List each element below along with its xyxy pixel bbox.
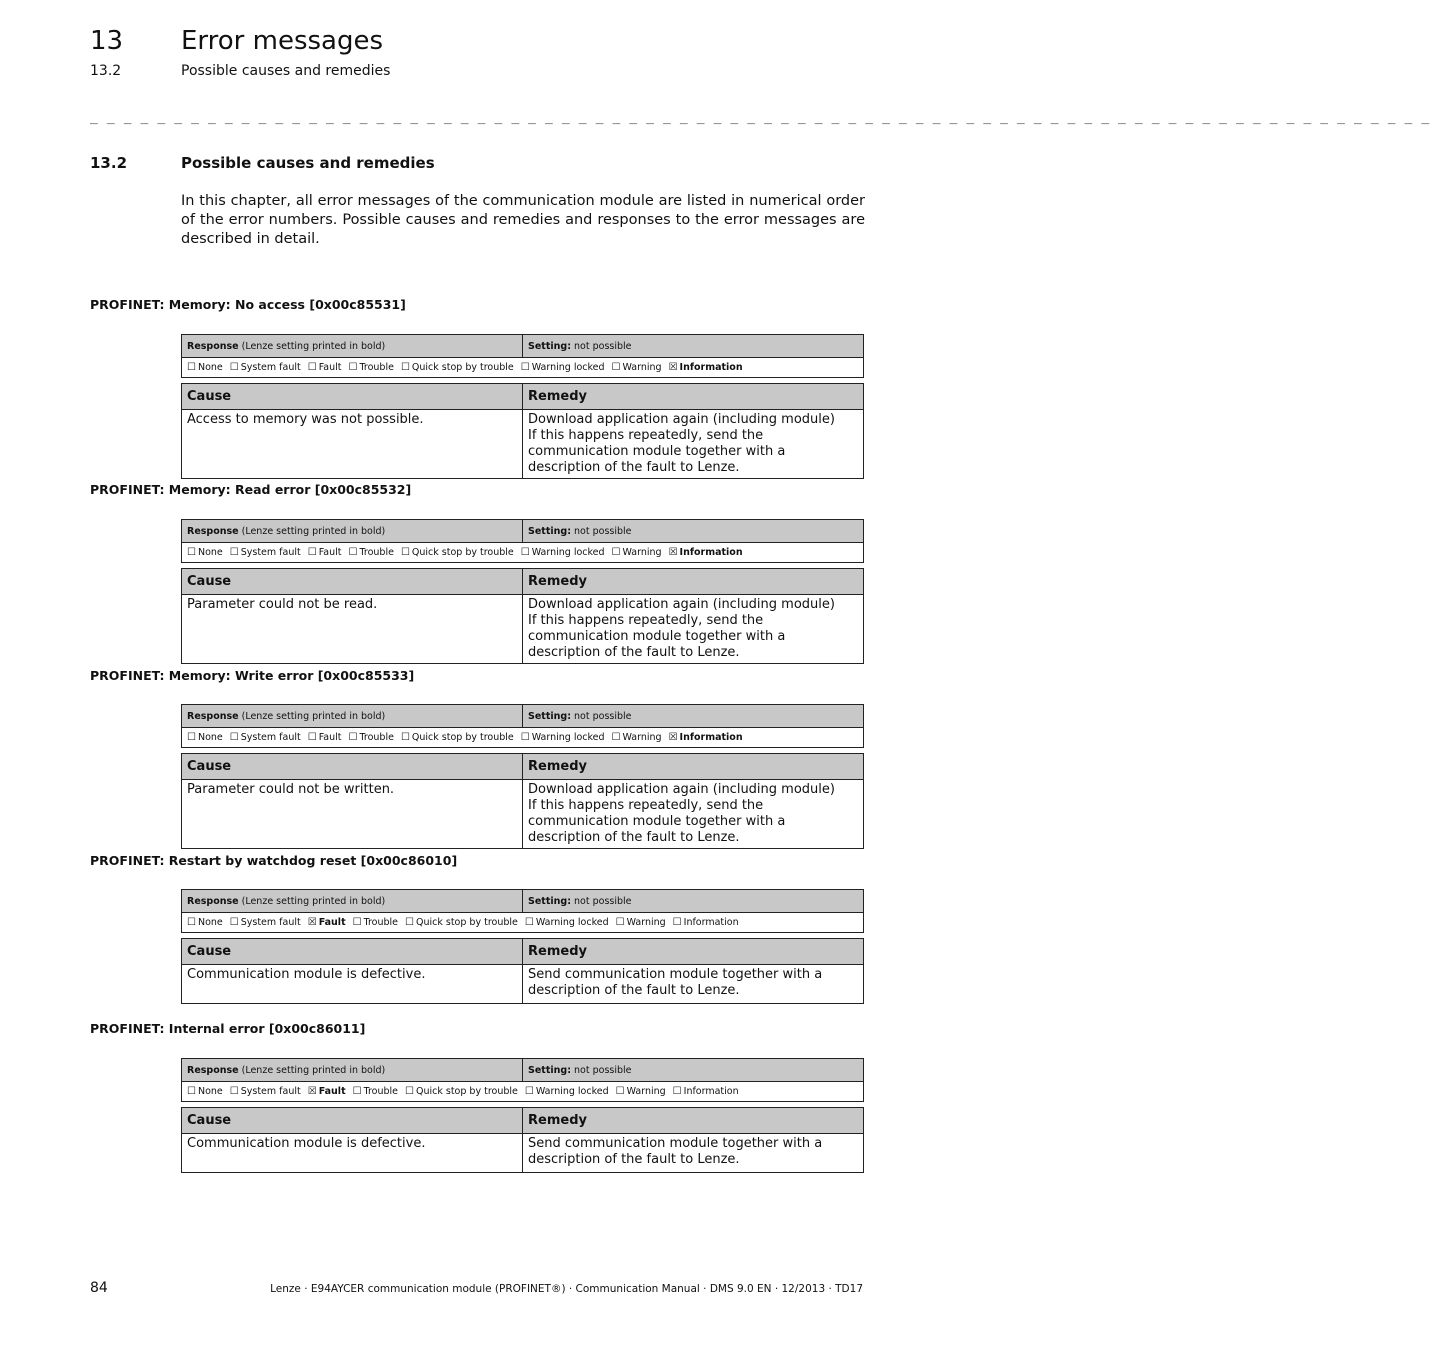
error-block [181,704,864,849]
checkbox-icon: ☐ [352,1086,362,1097]
remedy-header: Remedy [523,384,864,410]
response-option: ☐ System fault [229,1086,301,1097]
remedy-line-1: Send communication module together with a description of the fault to Lenze. [528,1136,823,1167]
response-option: ☐ None [187,732,223,743]
response-option: ☐ Warning [611,547,662,558]
response-option: ☐ System fault [229,917,301,928]
checked-box-icon: ☒ [668,547,678,558]
response-option: ☐ Warning [615,917,666,928]
footer-doc-info: Lenze · E94AYCER communication module (PROFINET®) · Communication Manual · DMS 9.0 EN · 12/2013 · TD17 [270,1283,863,1295]
section-intro: In this chapter, all error messages of the communication module are listed in numerical order of the error numbers. Possible causes and remedies and responses to the error messages are described in detail. [181,193,865,247]
response-option: ☐ Trouble [348,547,394,558]
header-section-title: Possible causes and remedies [181,63,391,79]
checkbox-icon: ☐ [187,1086,196,1097]
response-option: ☐ Fault [307,732,342,743]
checkbox-icon: ☐ [611,547,621,558]
checked-box-icon: ☒ [668,732,678,743]
response-option: ☒ Fault [307,917,346,928]
response-option: ☒ Fault [307,1086,346,1097]
chapter-title: Error messages [181,26,384,56]
remedy-header: Remedy [523,1108,864,1134]
response-option: ☐ Quick stop by trouble [405,917,518,928]
remedy-text [523,1134,864,1173]
response-option: ☐ System fault [229,547,301,558]
response-header: Response (Lenze setting printed in bold) [182,335,523,358]
checked-box-icon: ☒ [307,1086,317,1097]
remedy-header: Remedy [523,754,864,780]
response-option: ☐ Warning locked [524,1086,609,1097]
cause-header: Cause [182,754,523,780]
cause-remedy-table [181,753,864,849]
response-option: ☐ Warning locked [524,917,609,928]
checkbox-icon: ☐ [400,362,410,373]
error-block [181,334,864,479]
section-title: Possible causes and remedies [181,154,435,172]
remedy-line-2: If this happens repeatedly, send the communication module together with a description of the fault to Lenze. [528,428,786,475]
response-table [181,704,864,748]
remedy-text [523,410,864,479]
checkbox-icon: ☐ [672,1086,682,1097]
checkbox-icon: ☐ [615,1086,625,1097]
response-option: ☐ Trouble [352,917,399,928]
cause-remedy-table [181,938,864,1004]
cause-remedy-table [181,568,864,664]
checkbox-icon: ☐ [352,917,362,928]
error-block [181,1058,864,1173]
checkbox-icon: ☐ [348,732,358,743]
header-section-number: 13.2 [90,63,122,79]
error-block [181,889,864,1004]
response-option: ☐ Trouble [348,362,394,373]
response-option: ☐ System fault [229,362,301,373]
error-block [181,519,864,664]
cause-text: Parameter could not be written. [182,780,523,849]
response-option: ☐ Trouble [348,732,394,743]
checkbox-icon: ☐ [611,362,621,373]
checkbox-icon: ☐ [307,732,317,743]
response-option: ☒ Information [668,362,743,373]
response-option: ☐ Information [672,1086,739,1097]
checkbox-icon: ☐ [229,362,239,373]
error-title: PROFINET: Memory: No access [0x00c85531] [90,297,406,312]
response-option: ☐ Quick stop by trouble [400,732,514,743]
response-option: ☐ None [187,917,223,928]
page-number: 84 [90,1280,108,1296]
cause-header: Cause [182,569,523,595]
setting-header: Setting: not possible [523,705,864,728]
remedy-line-1: Download application again (including module) [528,412,835,427]
error-title: PROFINET: Memory: Read error [0x00c85532] [90,482,412,497]
response-option: ☐ Warning locked [520,547,605,558]
checkbox-icon: ☐ [405,1086,414,1097]
error-title: PROFINET: Internal error [0x00c86011] [90,1021,366,1036]
response-option: ☐ None [187,362,223,373]
remedy-text [523,965,864,1004]
cause-header: Cause [182,939,523,965]
response-option: ☒ Information [668,732,743,743]
checkbox-icon: ☐ [229,547,239,558]
checkbox-icon: ☐ [611,732,621,743]
response-options [182,728,864,748]
response-option: ☐ Fault [307,547,342,558]
response-header: Response (Lenze setting printed in bold) [182,705,523,728]
checkbox-icon: ☐ [524,1086,534,1097]
response-option: ☒ Information [668,547,743,558]
response-options [182,1082,864,1102]
checkbox-icon: ☐ [520,732,530,743]
checkbox-icon: ☐ [307,547,317,558]
response-option: ☐ Information [672,917,739,928]
checkbox-icon: ☐ [307,362,317,373]
response-options [182,913,864,933]
response-option: ☐ Warning locked [520,362,605,373]
response-option: ☐ None [187,547,223,558]
checkbox-icon: ☐ [615,917,625,928]
response-table [181,334,864,378]
response-option: ☐ Warning locked [520,732,605,743]
checkbox-icon: ☐ [348,362,358,373]
response-header: Response (Lenze setting printed in bold) [182,520,523,543]
checkbox-icon: ☐ [400,732,410,743]
response-option: ☐ Warning [611,362,662,373]
response-header: Response (Lenze setting printed in bold) [182,1059,523,1082]
cause-header: Cause [182,1108,523,1134]
checkbox-icon: ☐ [524,917,534,928]
checkbox-icon: ☐ [187,917,196,928]
checkbox-icon: ☐ [229,732,239,743]
setting-header: Setting: not possible [523,1059,864,1082]
setting-header: Setting: not possible [523,335,864,358]
checkbox-icon: ☐ [400,547,410,558]
response-option: ☐ System fault [229,732,301,743]
response-option: ☐ Warning [611,732,662,743]
cause-text: Access to memory was not possible. [182,410,523,479]
remedy-line-2: If this happens repeatedly, send the communication module together with a description of the fault to Lenze. [528,798,786,845]
response-header: Response (Lenze setting printed in bold) [182,890,523,913]
checkbox-icon: ☐ [672,917,682,928]
cause-text: Parameter could not be read. [182,595,523,664]
setting-header: Setting: not possible [523,890,864,913]
checkbox-icon: ☐ [229,1086,239,1097]
checkbox-icon: ☐ [520,547,530,558]
response-option: ☐ Fault [307,362,342,373]
header-divider: _ _ _ _ _ _ _ _ _ _ _ _ _ _ _ _ _ _ _ _ _ _ _ _ _ _ _ _ _ _ _ _ _ _ _ _ _ _ _ _ _ _ _ _ _ _ _ _ _ _ _ _ _ _ _ _ _ _ _ _ _ _ _ _ _ _ _ _ _ _ _ _ _ _ _ _ _ _ _ _ [90,110,1430,125]
cause-text: Communication module is defective. [182,1134,523,1173]
cause-remedy-table [181,1107,864,1173]
remedy-header: Remedy [523,569,864,595]
checkbox-icon: ☐ [187,547,196,558]
response-table [181,1058,864,1102]
section-number: 13.2 [90,154,128,172]
remedy-line-2: If this happens repeatedly, send the communication module together with a description of the fault to Lenze. [528,613,786,660]
remedy-text [523,595,864,664]
checkbox-icon: ☐ [187,362,196,373]
checkbox-icon: ☐ [405,917,414,928]
cause-text: Communication module is defective. [182,965,523,1004]
response-options [182,543,864,563]
checked-box-icon: ☒ [307,917,317,928]
response-option: ☐ Trouble [352,1086,399,1097]
checked-box-icon: ☒ [668,362,678,373]
response-option: ☐ None [187,1086,223,1097]
cause-header: Cause [182,384,523,410]
remedy-line-1: Send communication module together with a description of the fault to Lenze. [528,967,823,998]
response-table [181,519,864,563]
remedy-text [523,780,864,849]
setting-header: Setting: not possible [523,520,864,543]
response-option: ☐ Quick stop by trouble [405,1086,518,1097]
checkbox-icon: ☐ [520,362,530,373]
cause-remedy-table [181,383,864,479]
remedy-header: Remedy [523,939,864,965]
remedy-line-1: Download application again (including module) [528,782,835,797]
error-title: PROFINET: Memory: Write error [0x00c85533] [90,668,415,683]
checkbox-icon: ☐ [348,547,358,558]
checkbox-icon: ☐ [187,732,196,743]
checkbox-icon: ☐ [229,917,239,928]
remedy-line-1: Download application again (including module) [528,597,835,612]
response-options [182,358,864,378]
response-option: ☐ Warning [615,1086,666,1097]
error-title: PROFINET: Restart by watchdog reset [0x00c86010] [90,853,458,868]
response-option: ☐ Quick stop by trouble [400,362,514,373]
response-option: ☐ Quick stop by trouble [400,547,514,558]
chapter-number: 13 [90,26,124,56]
response-table [181,889,864,933]
